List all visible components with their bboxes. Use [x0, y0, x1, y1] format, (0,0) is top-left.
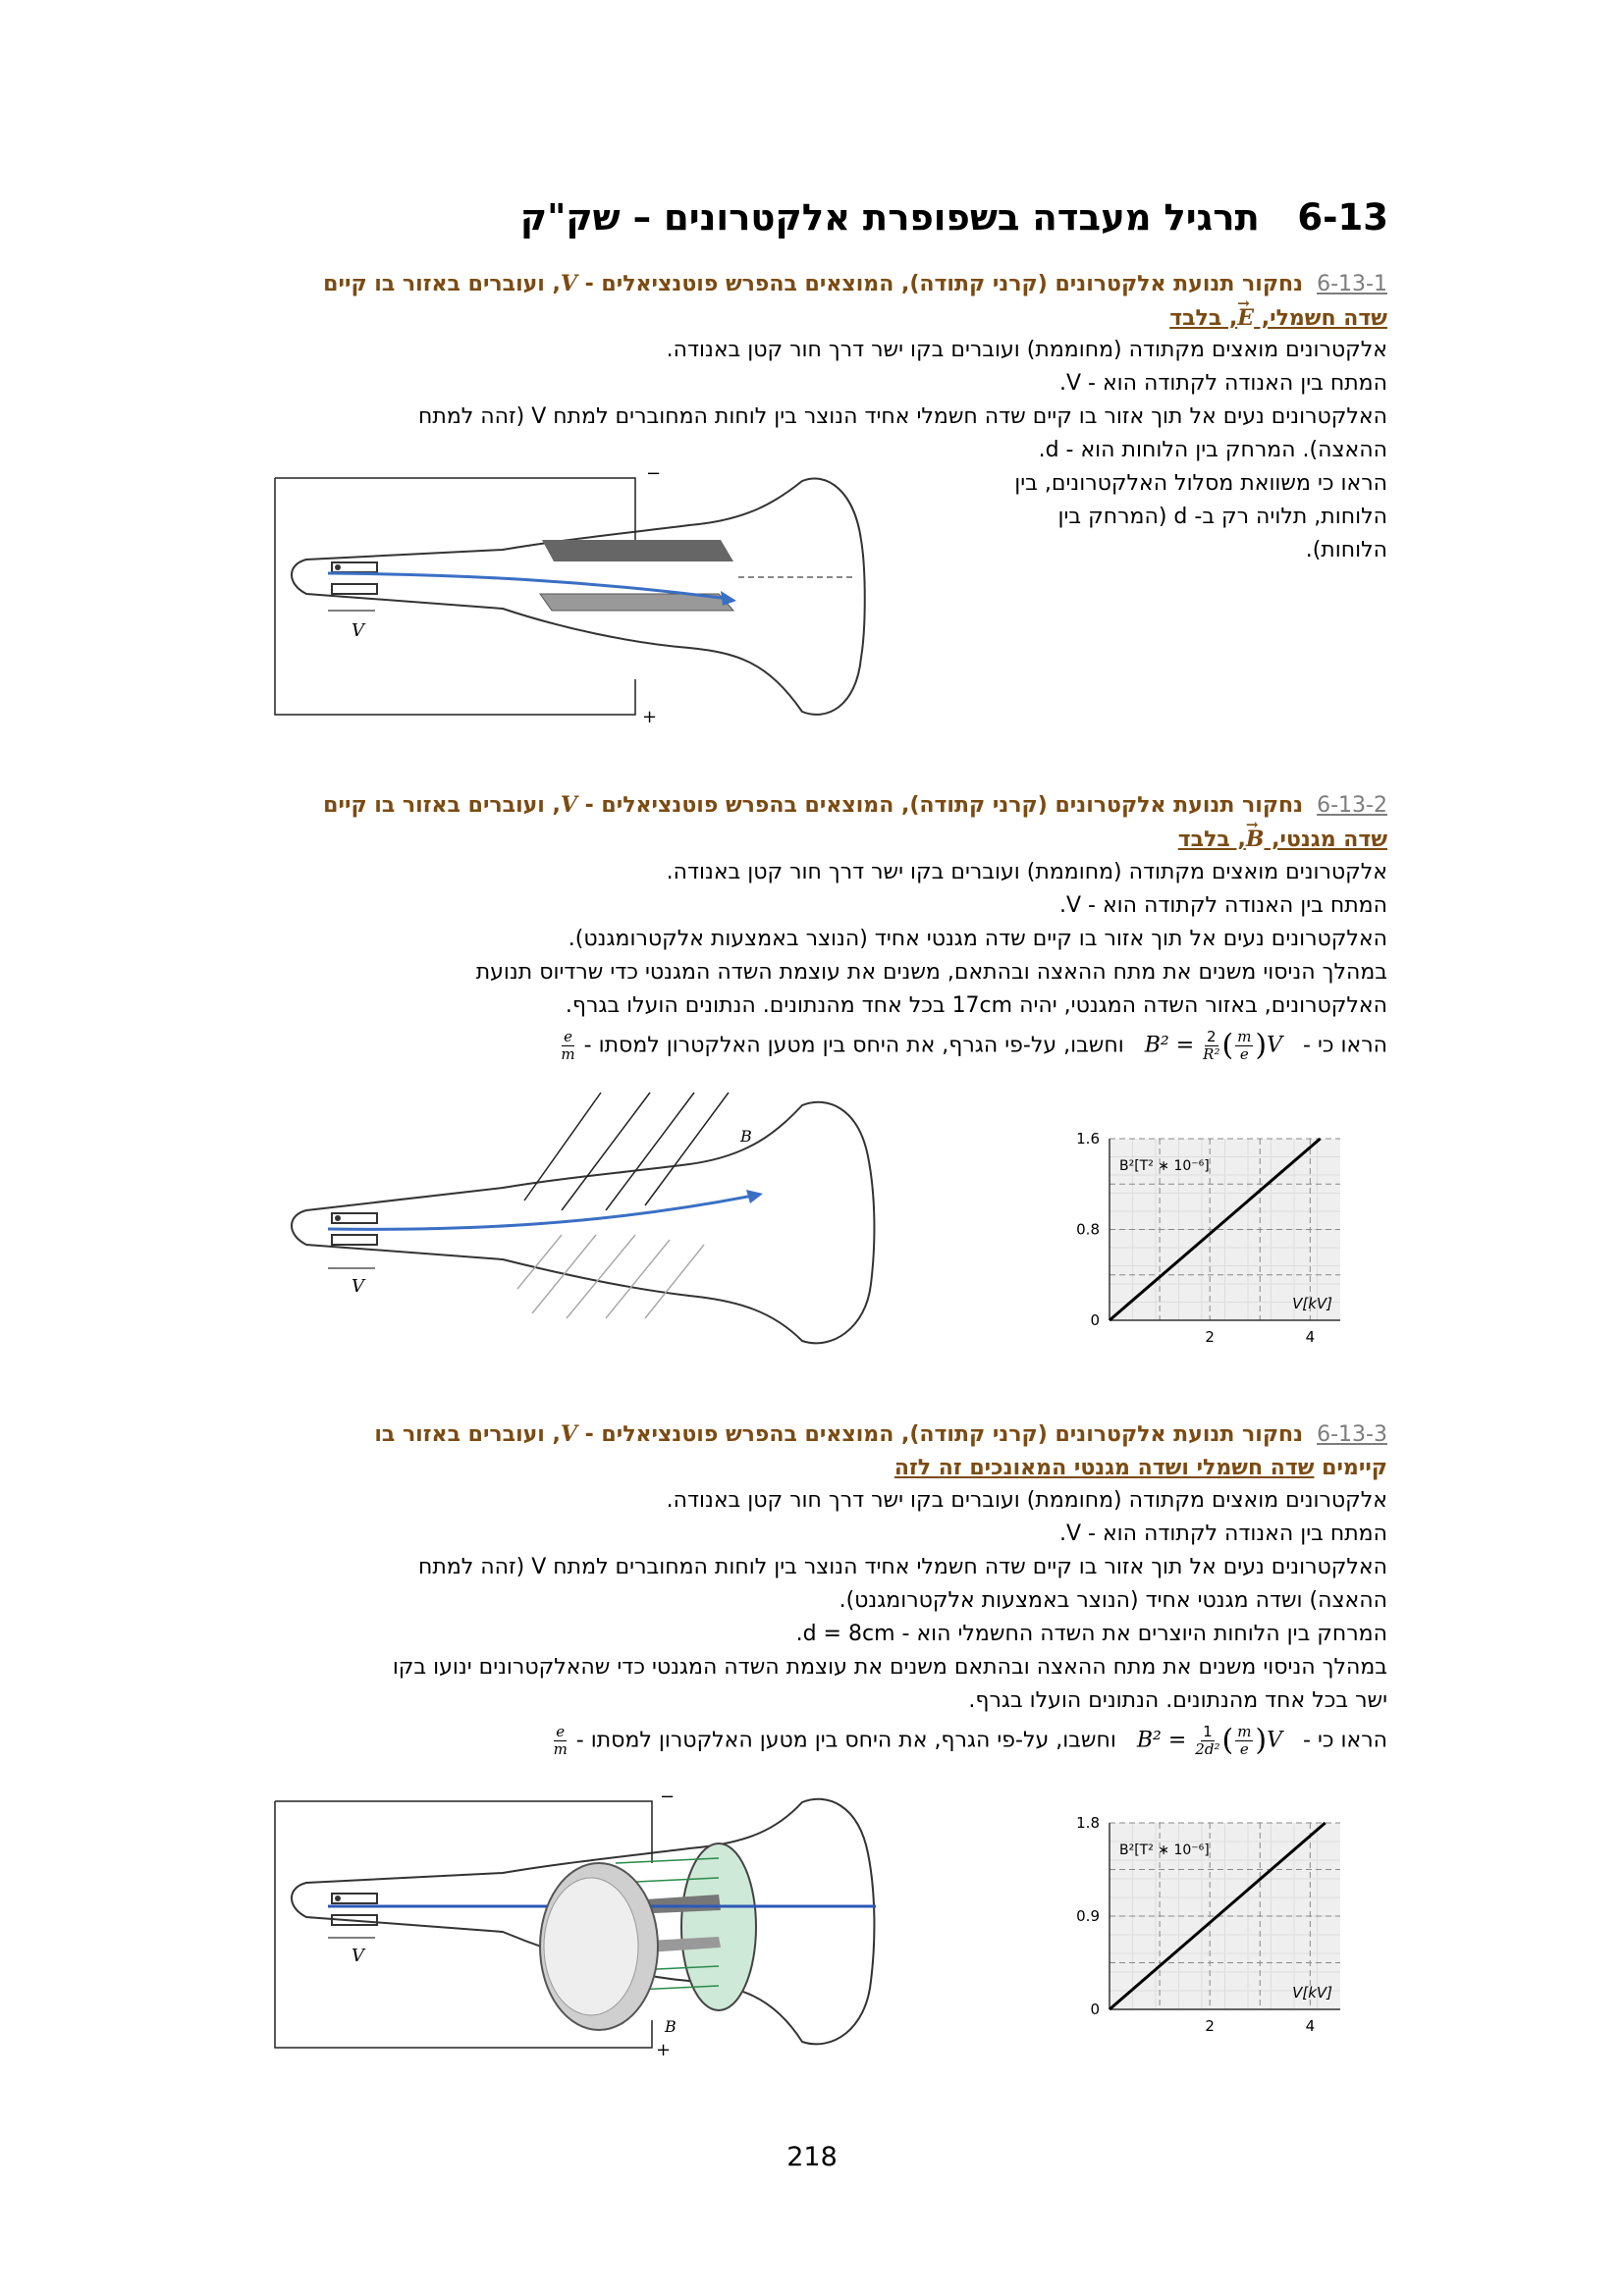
section-2-heading-field: שדה מגנטי,	[1264, 828, 1387, 852]
fraction	[1235, 1029, 1253, 1063]
symbol-v: V	[560, 271, 577, 296]
section-1-heading-field: שדה חשמלי,	[1254, 306, 1387, 331]
vector-b: → B	[1246, 823, 1265, 856]
section-1-heading-text-b: , ועוברים באזור בו קיים	[323, 272, 561, 296]
section-2-heading-only: , בלבד	[1177, 828, 1246, 852]
fraction-e-over-m	[561, 1029, 574, 1063]
section-3-heading-text-b: , ועוברים באזור בו	[374, 1422, 561, 1447]
formula-b2: B² =	[1144, 1033, 1195, 1058]
body-line: אלקטרונים מואצים מקתודה (מחוממת) ועוברים בקו ישר דרך חור קטן באנודה.	[666, 1488, 1387, 1513]
fraction	[1203, 1029, 1219, 1063]
x-axis-label: V[kV]	[1292, 1295, 1332, 1312]
denominator: e	[1239, 1045, 1249, 1063]
b-field-label: B	[740, 1127, 752, 1146]
section-2-heading	[245, 788, 1387, 857]
show-text: הראו כי -	[1303, 1033, 1387, 1058]
numerator: m	[1237, 1028, 1252, 1045]
b-field-label: B	[665, 2017, 677, 2036]
section-1-body-side	[933, 467, 1387, 567]
x-tick-label: 2	[1205, 1328, 1215, 1346]
minus-sign: −	[646, 463, 662, 484]
beam-arrowhead	[746, 1190, 763, 1203]
denominator: m	[553, 1740, 568, 1758]
symbol-v: V	[560, 792, 577, 818]
section-2-heading-underlined	[1178, 828, 1387, 852]
x-tick-label: 4	[1305, 1328, 1316, 1346]
magnetic-field-lines-lower	[517, 1235, 704, 1318]
section-3-heading	[245, 1417, 1387, 1485]
body-line: במהלך הניסוי משנים את מתח ההאצה ובהתאם משנים את עוצמת השדה המגנטי כדי שהאלקטרונים ינועו בקו	[392, 1655, 1387, 1680]
voltage-label: V	[352, 620, 364, 641]
beam-arrowhead	[721, 591, 736, 606]
compute-text: וחשבו, על-פי הגרף, את היחס בין מטען האלקטרון למסתו -	[583, 1033, 1124, 1058]
denominator: m	[561, 1045, 575, 1063]
y-tick-label: 1.6	[1076, 1130, 1100, 1148]
page-title	[393, 196, 1388, 239]
page-number: 218	[786, 2142, 838, 2172]
section-2-number: 6-13-2	[1317, 793, 1387, 818]
numerator: e	[556, 1723, 566, 1740]
y-tick-label: 1.8	[1076, 1814, 1100, 1832]
numerator: 2	[1207, 1028, 1217, 1045]
denominator: R²	[1203, 1045, 1220, 1063]
y-axis-label: B²[T² ∗ 10⁻⁶]	[1119, 1158, 1210, 1174]
filament	[335, 1215, 341, 1221]
body-line: ישר בכל אחד מהנתונים. הנתונים הועלו בגרף.	[968, 1688, 1387, 1713]
denominator: e	[1239, 1740, 1249, 1758]
section-3-body	[245, 1484, 1387, 1758]
section-1-heading-underlined	[1169, 306, 1387, 331]
x-tick-label: 2	[1205, 2017, 1215, 2035]
plus-sign: +	[656, 2040, 672, 2060]
body-line: ההאצה). המרחק בין הלוחות הוא - d.	[1038, 438, 1387, 462]
formula-line	[245, 1029, 1387, 1063]
denominator: 2d²	[1195, 1740, 1220, 1758]
chart-b2-vs-v-magnetic	[1041, 1127, 1355, 1367]
formula: B² = $\frac{1}{\text{2d²}}$ ( $\frac{m}{e}$ )V	[1136, 1723, 1283, 1758]
body-line: הראו כי משוואת מסלול האלקטרונים, בין	[1014, 471, 1387, 496]
body-line: האלקטרונים נעים אל תוך אזור בו קיים שדה חשמלי אחיד הנוצר בין לוחות המחוברים למתח V (זהה למתח	[418, 1555, 1387, 1579]
body-line: המרחק בין הלוחות היוצרים את השדה החשמלי הוא - d = 8cm.	[795, 1622, 1387, 1646]
formula-line	[245, 1724, 1387, 1758]
formula-b2: B² =	[1136, 1728, 1187, 1753]
voltage-label: V	[352, 1276, 364, 1297]
crt-magnetic-field-figure	[267, 1088, 915, 1353]
body-line: המתח בין האנודה לקתודה הוא - V.	[1058, 1522, 1387, 1546]
body-line: הלוחות).	[1305, 538, 1387, 562]
fraction	[1195, 1724, 1219, 1758]
front-coil-face	[544, 1878, 638, 2015]
fraction-e-over-m	[554, 1724, 568, 1758]
body-line: ההאצה) ושדה מגנטי אחיד (הנוצר באמצעות אלקטרומגנט).	[839, 1588, 1387, 1613]
formula-v: V	[1267, 1033, 1283, 1058]
section-2-heading-text-b: , ועוברים באזור בו קיים	[323, 793, 561, 818]
chart-b2-vs-v-crossed	[1041, 1811, 1355, 2056]
body-line: אלקטרונים מואצים מקתודה (מחוממת) ועוברים בקו ישר דרך חור קטן באנודה.	[666, 860, 1387, 884]
crt-electric-field-figure	[267, 461, 915, 736]
section-3-heading-text: נחקור תנועת אלקטרונים (קרני קתודה), המוצאים בהפרש פוטנציאלים -	[576, 1422, 1304, 1447]
body-line: המתח בין האנודה לקתודה הוא - V.	[1058, 371, 1387, 396]
y-tick-label: 0.8	[1076, 1220, 1100, 1239]
section-1-heading	[245, 267, 1387, 336]
tube-outline	[292, 1102, 874, 1344]
compute-text: וחשבו, על-פי הגרף, את היחס בין מטען האלקטרון למסתו -	[575, 1728, 1116, 1753]
x-axis-label: V[kV]	[1292, 1984, 1332, 2002]
filament	[335, 564, 341, 570]
section-2-body	[245, 856, 1387, 1063]
numerator: m	[1237, 1723, 1252, 1740]
y-tick-label: 0	[1090, 2001, 1100, 2018]
section-3-number: 6-13-3	[1317, 1422, 1387, 1447]
fraction	[1235, 1724, 1253, 1758]
y-axis-label: B²[T² ∗ 10⁻⁶]	[1119, 1842, 1210, 1858]
upper-plate	[542, 540, 733, 561]
x-tick-label: 4	[1305, 2017, 1316, 2035]
formula-v: V	[1267, 1728, 1283, 1753]
body-line: האלקטרונים, באזור השדה המגנטי, יהיה 17cm בכל אחד מהנתונים. הנתונים הועלו בגרף.	[565, 993, 1387, 1018]
numerator: 1	[1203, 1723, 1213, 1740]
voltage-label: V	[352, 1946, 364, 1966]
magnetic-field-lines	[524, 1093, 729, 1210]
body-line: במהלך הניסוי משנים את מתח ההאצה ובהתאם, משנים את עוצמת השדה המגנטי כדי שרדיוס תנועת	[475, 960, 1387, 985]
anode	[332, 584, 377, 594]
plus-sign: +	[642, 707, 658, 727]
body-line: האלקטרונים נעים אל תוך אזור בו קיים שדה מגנטי אחיד (הנוצר באמצעות אלקטרומגנט).	[568, 927, 1387, 951]
section-2-heading-text: נחקור תנועת אלקטרונים (קרני קתודה), המוצאים בהפרש פוטנציאלים -	[576, 793, 1304, 818]
title-number: 6-13	[1297, 196, 1388, 239]
crt-crossed-fields-figure	[267, 1785, 915, 2069]
show-text: הראו כי -	[1303, 1728, 1387, 1753]
section-1-number: 6-13-1	[1317, 272, 1387, 296]
y-tick-label: 0.9	[1076, 1907, 1100, 1925]
body-line: המתח בין האנודה לקתודה הוא - V.	[1058, 893, 1387, 918]
vector-e: → E	[1237, 301, 1254, 335]
anode	[332, 1235, 377, 1245]
filament	[335, 1896, 341, 1901]
section-1-heading-text: נחקור תנועת אלקטרונים (קרני קתודה), המוצאים בהפרש פוטנציאלים -	[576, 272, 1304, 296]
numerator: e	[564, 1028, 572, 1045]
body-line: הלוחות, תלויה רק ב- d (המרחק בין	[1057, 505, 1387, 529]
rear-coil	[681, 1843, 756, 2010]
section-1-heading-only: , בלבד	[1169, 306, 1238, 331]
section-1-body	[245, 334, 1387, 467]
body-line: האלקטרונים נעים אל תוך אזור בו קיים שדה חשמלי אחיד הנוצר בין לוחות המחוברים למתח V (זהה למתח	[418, 404, 1387, 429]
title-text: תרגיל מעבדה בשפופרת אלקטרונים – שק"ק	[519, 196, 1260, 239]
section-3-heading-underlined: שדה חשמלי ושדה מגנטי המאונכים זה לזה	[893, 1456, 1315, 1480]
body-line: אלקטרונים מואצים מקתודה (מחוממת) ועוברים בקו ישר דרך חור קטן באנודה.	[666, 338, 1387, 362]
formula: B² = $\frac{2}{\text{R²}}$ ( $\frac{m}{e}$ )V	[1144, 1028, 1283, 1063]
minus-sign: −	[660, 1787, 676, 1807]
section-3-heading-exist: קיימים	[1314, 1456, 1387, 1480]
symbol-v: V	[560, 1421, 577, 1447]
y-tick-label: 0	[1090, 1311, 1100, 1329]
